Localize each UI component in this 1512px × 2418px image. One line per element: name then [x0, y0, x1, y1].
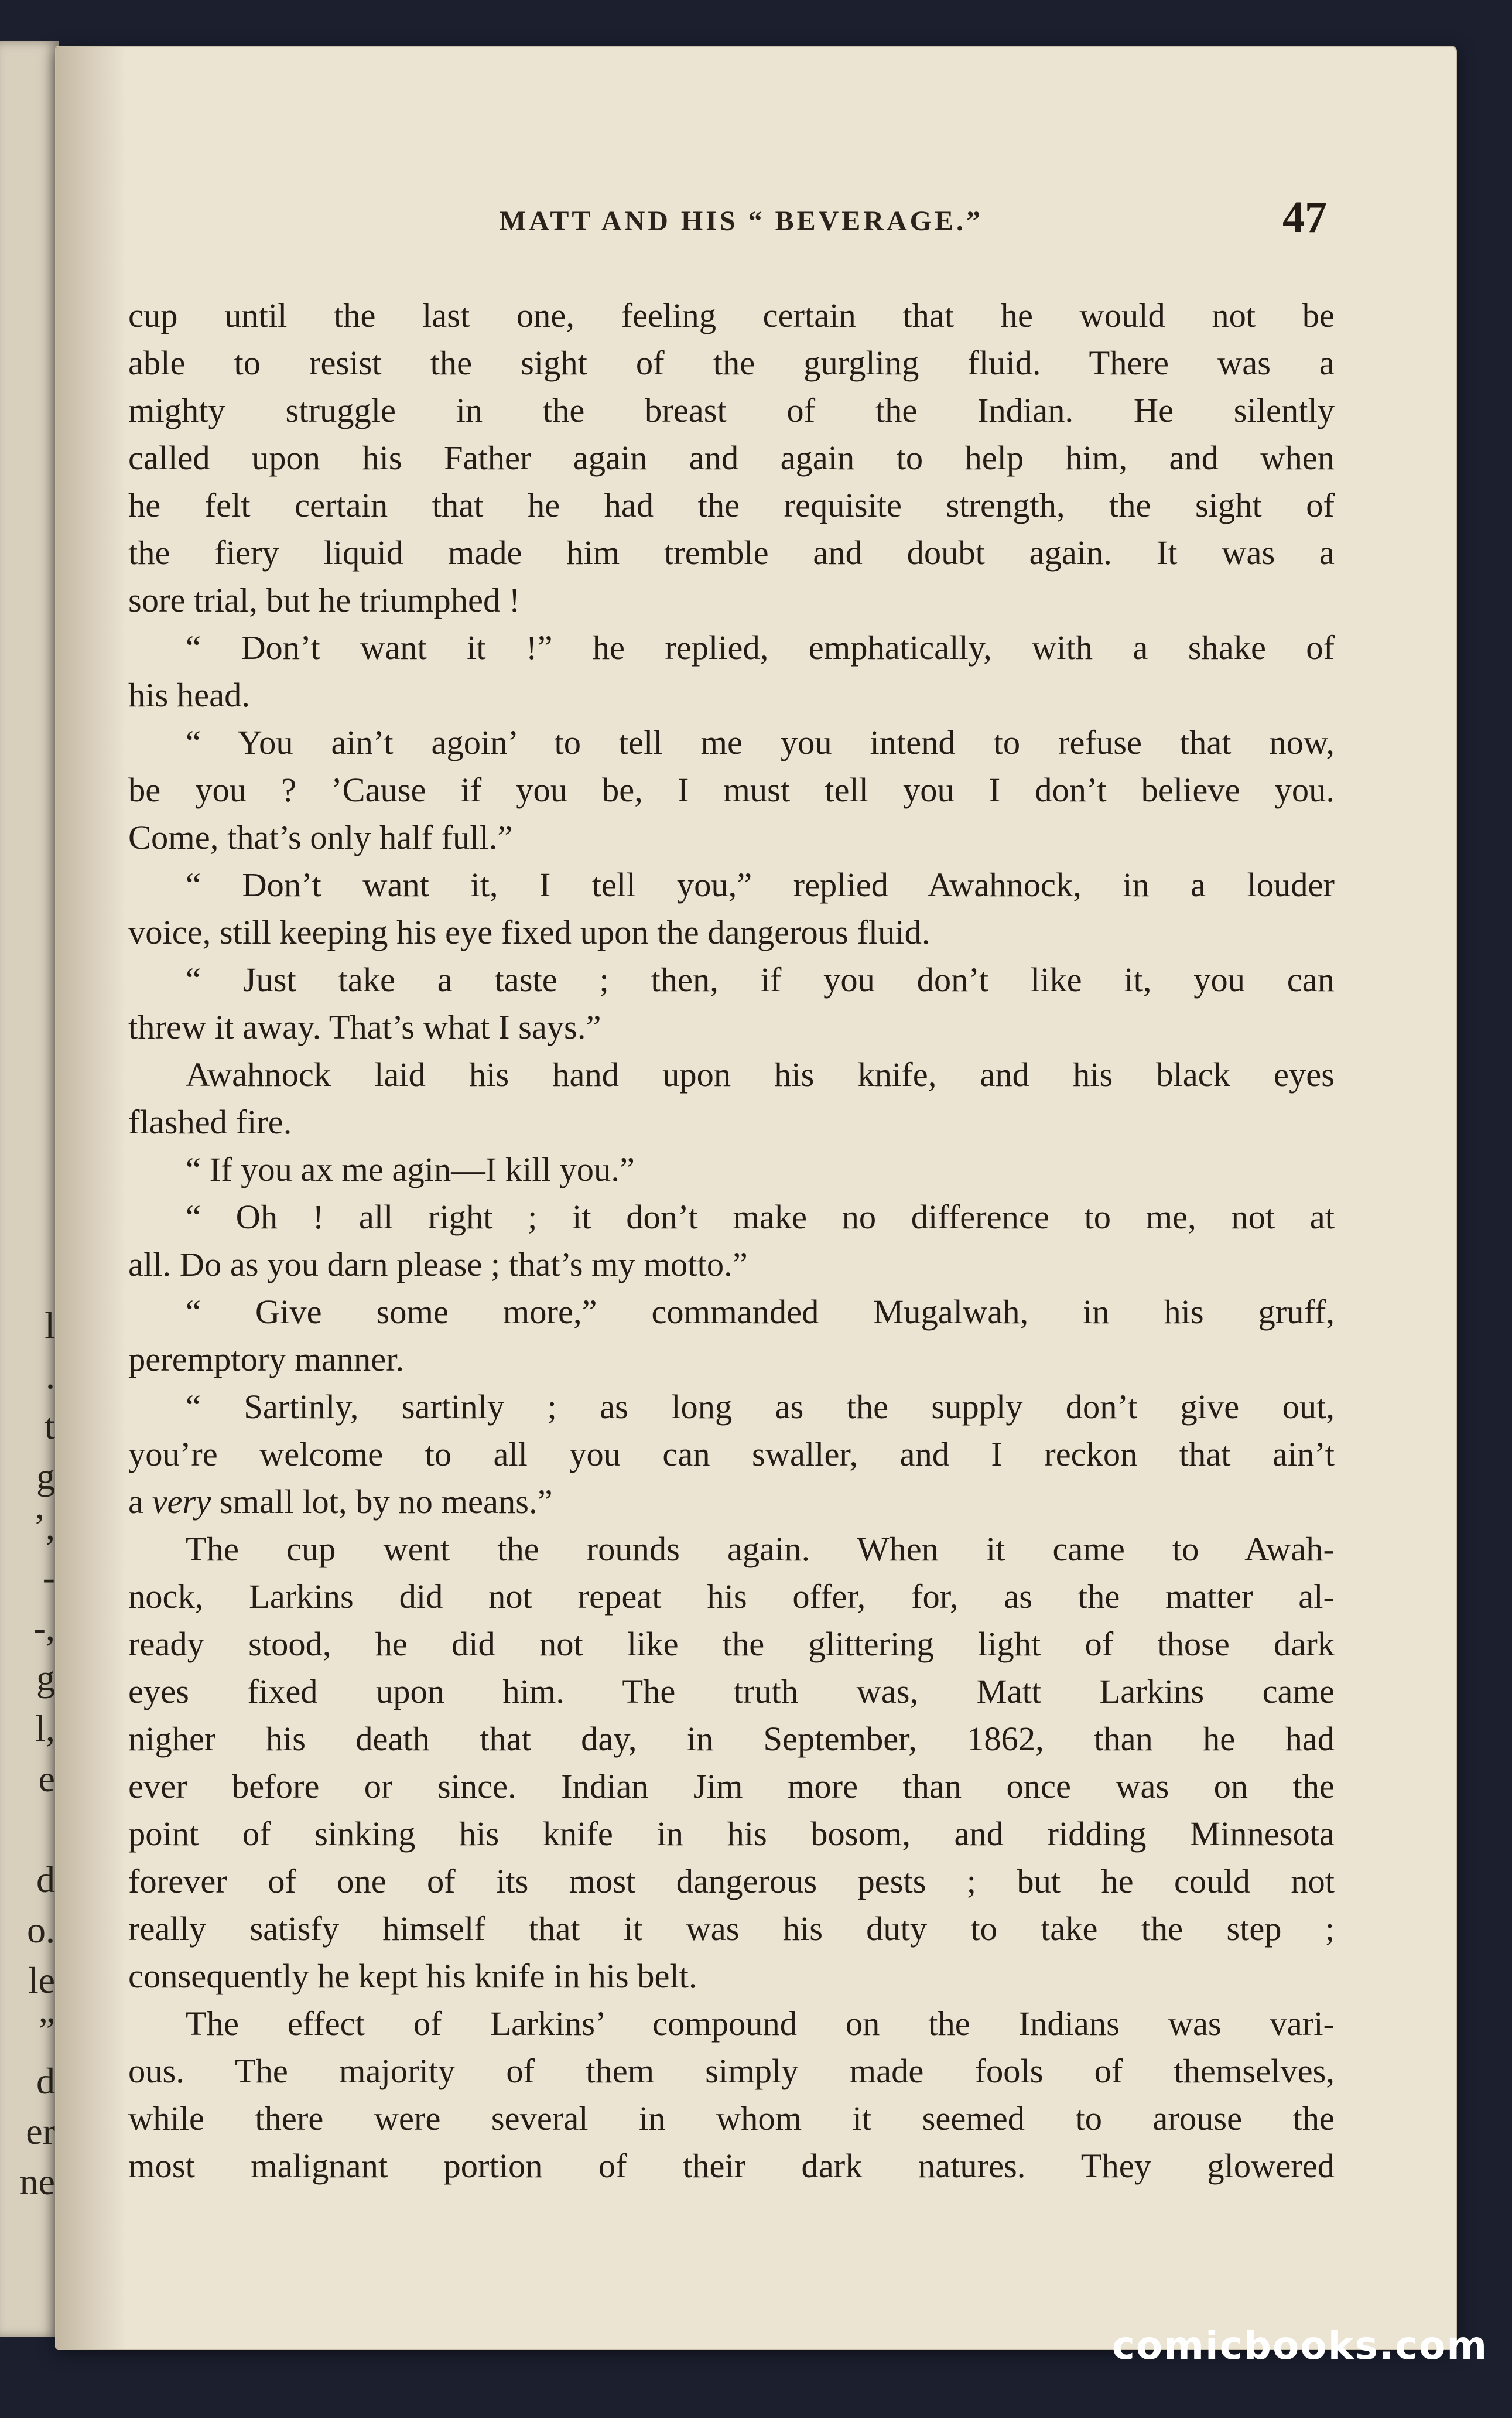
running-head: MATT AND HIS “ BEVERAGE.”	[499, 206, 983, 237]
text-line: Awahnock laid his hand upon his knife, and his black eyes	[186, 1056, 1335, 1094]
text-line: ever before or since. Indian Jim more than once was on the	[128, 1767, 1335, 1805]
previous-page-fragment: .	[46, 1355, 55, 1396]
text-line: called upon his Father again and again to help him, and when	[128, 439, 1335, 477]
text-line: point of sinking his knife in his bosom, and ridding Minnesota	[128, 1815, 1335, 1853]
text-line: “ Don’t want it !” he replied, emphatically, with a shake of	[186, 629, 1335, 667]
text-line: “ Just take a taste ; then, if you don’t like it, you can	[186, 961, 1335, 999]
text-line: “ If you ax me agin—I kill you.”	[186, 1150, 635, 1188]
text-line: voice, still keeping his eye fixed upon the dangerous fluid.	[128, 913, 931, 951]
text-line: “ Oh ! all right ; it don’t make no difference to me, not at	[186, 1198, 1335, 1236]
previous-page-fragment: g	[36, 1456, 55, 1497]
text-line: while there were several in whom it seemed to arouse the	[128, 2099, 1335, 2137]
previous-page-edge	[0, 41, 59, 2337]
page-number: 47	[1282, 193, 1327, 242]
site-watermark: comicbooks.com	[1111, 2323, 1489, 2368]
text-line: forever of one of its most dangerous pests ; but he could not	[128, 1862, 1335, 1900]
text-line: most malignant portion of their dark natures. They glowered	[128, 2147, 1335, 2185]
text-line: nock, Larkins did not repeat his offer, for, as the matter al-	[128, 1577, 1335, 1616]
previous-page-text-fragments	[0, 1300, 59, 2207]
previous-page-fragment: -,	[33, 1607, 55, 1648]
book-page	[56, 47, 1456, 2349]
text-line: The cup went the rounds again. When it came to Awah-	[186, 1530, 1335, 1568]
previous-page-fragment: g	[36, 1657, 55, 1699]
text-line: Come, that’s only half full.”	[128, 818, 513, 856]
previous-page-fragment: e	[38, 1758, 55, 1799]
text-line: his head.	[128, 676, 250, 714]
text-line: consequently he kept his knife in his belt.	[128, 1957, 697, 1995]
previous-page-fragment: d	[36, 2060, 55, 2102]
text-span: a	[128, 1483, 152, 1521]
text-line: nigher his death that day, in September, 1862, than he had	[128, 1720, 1335, 1758]
text-line: he felt certain that he had the requisite strength, the sight of	[128, 486, 1335, 524]
previous-page-fragment	[0, 1804, 59, 1855]
text-line: be you ? ’Cause if you be, I must tell you I don’t believe you.	[128, 771, 1335, 809]
text-line: peremptory manner.	[128, 1340, 405, 1378]
text-line: “ Don’t want it, I tell you,” replied Awahnock, in a louder	[186, 866, 1335, 904]
previous-page-fragment: l,	[35, 1707, 55, 1749]
text-line: flashed fire.	[128, 1103, 292, 1141]
emphasized-word: very	[152, 1483, 211, 1521]
previous-page-fragment: -	[42, 1556, 55, 1598]
previous-page-fragment: le	[28, 1959, 55, 2001]
text-line: mighty struggle in the breast of the Indian. He silently	[128, 391, 1335, 429]
previous-page-fragment: d	[36, 1859, 55, 1900]
text-line: able to resist the sight of the gurgling fluid. There was a	[128, 344, 1335, 382]
text-span: small lot, by no means.”	[211, 1483, 553, 1521]
gutter-shadow	[56, 47, 126, 2349]
previous-page-fragment: t	[45, 1405, 55, 1447]
text-line: “ You ain’t agoin’ to tell me you intend to refuse that now,	[186, 723, 1335, 761]
previous-page-fragment: ne	[19, 2161, 55, 2202]
text-line: eyes fixed upon him. The truth was, Matt Larkins came	[128, 1672, 1335, 1710]
previous-page-fragment: ’,	[33, 1506, 55, 1548]
text-line: cup until the last one, feeling certain that he would not be	[128, 296, 1335, 334]
text-line: really satisfy himself that it was his duty to take the step ;	[128, 1910, 1335, 1948]
previous-page-fragment: er	[26, 2110, 55, 2152]
previous-page-fragment: l	[45, 1304, 55, 1346]
text-line: the fiery liquid made him tremble and doubt again. It was a	[128, 534, 1335, 572]
text-line: “ Sartinly, sartinly ; as long as the supply don’t give out,	[186, 1388, 1335, 1426]
text-line: you’re welcome to all you can swaller, and I reckon that ain’t	[128, 1435, 1335, 1473]
body-text	[128, 292, 1335, 2190]
text-line: sore trial, but he triumphed !	[128, 581, 521, 619]
text-line: ous. The majority of them simply made fools of themselves,	[128, 2052, 1335, 2090]
previous-page-fragment: o.	[27, 1909, 55, 1951]
text-line: all. Do as you darn please ; that’s my motto.”	[128, 1245, 748, 1283]
text-line: “ Give some more,” commanded Mugalwah, in his gruff,	[186, 1293, 1335, 1331]
text-line: The effect of Larkins’ compound on the Indians was vari-	[186, 2004, 1335, 2043]
previous-page-fragment: ”	[38, 2010, 55, 2051]
text-line	[128, 1478, 1335, 1525]
text-line: threw it away. That’s what I says.”	[128, 1008, 601, 1046]
text-line: ready stood, he did not like the glittering light of those dark	[128, 1625, 1335, 1663]
